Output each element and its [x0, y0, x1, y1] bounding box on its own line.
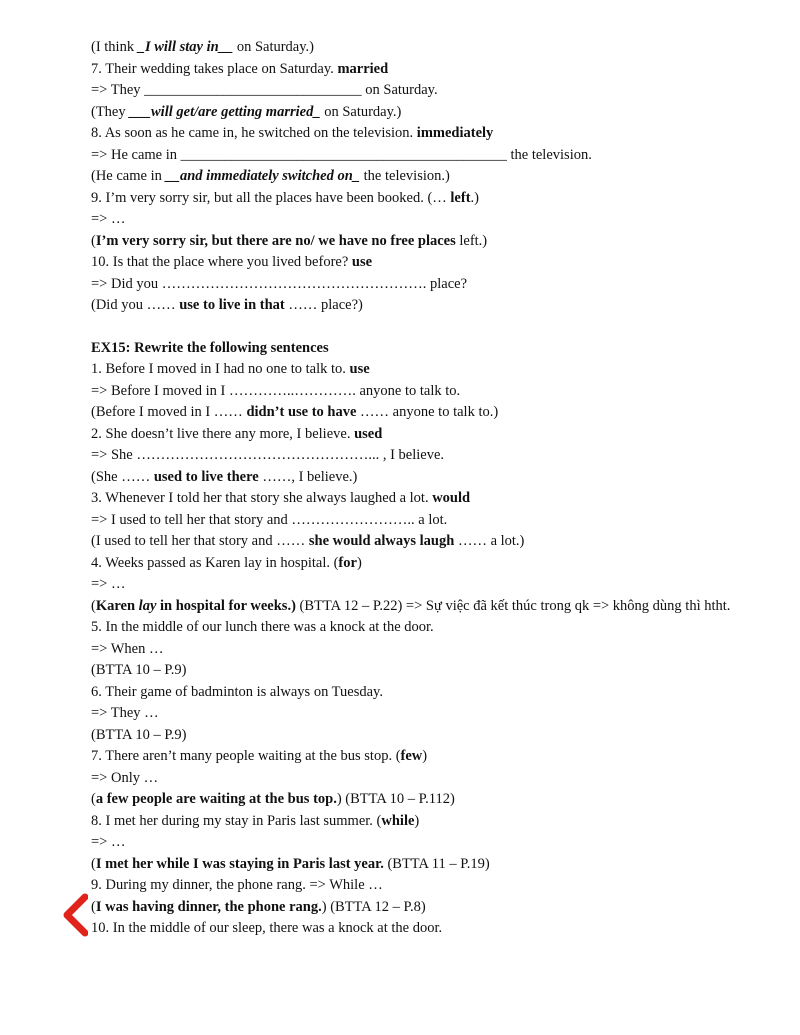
prompt-line: => … [91, 576, 126, 592]
question-3: 3. Whenever I told her that story she always laughed a lot. would [91, 490, 471, 506]
answer-line: (I think _I will stay in__ on Saturday.) [91, 39, 315, 55]
document-page [91, 37, 781, 940]
prompt-line: => Did you ………………………………………………. place? [91, 275, 468, 292]
question-8: 8. As soon as he came in, he switched on the television. immediately [91, 125, 494, 141]
red-chevron-annotation-icon [62, 893, 88, 937]
answer-line: (a few people are waiting at the bus top.) (BTTA 10 – P.112) [91, 791, 455, 807]
prompt-line: => … [91, 834, 126, 850]
prompt-line: => They ______________________________ on Saturday. [91, 82, 438, 98]
answer-line: (They ___will get/are getting married_ on Saturday.) [91, 103, 402, 120]
question-10: 10. Is that the place where you lived before? use [91, 254, 373, 270]
answer-line: (He came in __and immediately switched on_ the television.) [91, 168, 450, 184]
question-9: 9. I’m very sorry sir, but all the places have been booked. (… left.) [91, 189, 479, 206]
italic-word: lay [138, 597, 157, 614]
question-10: 10. In the middle of our sleep, there was a knock at the door. [91, 920, 443, 936]
answer-line: (She …… used to live there ……, I believe.) [91, 468, 358, 485]
answer-line: (Did you …… use to live in that …… place?) [91, 297, 363, 313]
answer-line: (I used to tell her that story and …… she would always laugh …… a lot.) [91, 533, 525, 549]
answer-line: (I was having dinner, the phone rang.) (BTTA 12 – P.8) [91, 898, 426, 915]
question-5: 5. In the middle of our lunch there was a knock at the door. [91, 619, 434, 635]
question-1: 1. Before I moved in I had no one to talk to. use [91, 361, 370, 377]
answer-line: (I met her while I was staying in Paris last year. (BTTA 11 – P.19) [91, 855, 490, 872]
answer-line: (Karen lay in hospital for weeks.) (BTTA 12 – P.22) => Sự việc đã kết thúc trong qk => không dùng thì htht. [91, 597, 731, 614]
question-7: 7. Their wedding takes place on Saturday. married [91, 60, 389, 77]
prompt-line: => They … [91, 705, 159, 721]
question-2: 2. She doesn’t live there any more, I believe. used [91, 425, 383, 442]
question-7: 7. There aren’t many people waiting at the bus stop. (few) [91, 748, 428, 764]
prompt-line: => Only … [91, 769, 159, 786]
prompt-line: => I used to tell her that story and …………………….. a lot. [91, 511, 448, 528]
prompt-line: => When … [91, 640, 164, 657]
prompt-line: => Before I moved in I …………..…………. anyone to talk to. [91, 382, 461, 399]
question-8: 8. I met her during my stay in Paris last summer. (while) [91, 812, 420, 829]
section-heading: EX15: Rewrite the following sentences [91, 339, 329, 356]
prompt-line: => … [91, 211, 126, 227]
question-4: 4. Weeks passed as Karen lay in hospital. (for) [91, 554, 362, 571]
answer-line: (Before I moved in I …… didn’t use to have …… anyone to talk to.) [91, 404, 499, 420]
prompt-line: => He came in _____________________________________________ the television. [91, 146, 592, 163]
question-6: 6. Their game of badminton is always on Tuesday. [91, 683, 383, 700]
reference-line: (BTTA 10 – P.9) [91, 662, 187, 678]
question-9: 9. During my dinner, the phone rang. => While … [91, 877, 383, 893]
answer-line: (I’m very sorry sir, but there are no/ we have no free places left.) [91, 232, 488, 249]
spacer [91, 317, 781, 338]
prompt-line: => She …………………………………………... , I believe. [91, 447, 445, 463]
reference-line: (BTTA 10 – P.9) [91, 726, 187, 743]
